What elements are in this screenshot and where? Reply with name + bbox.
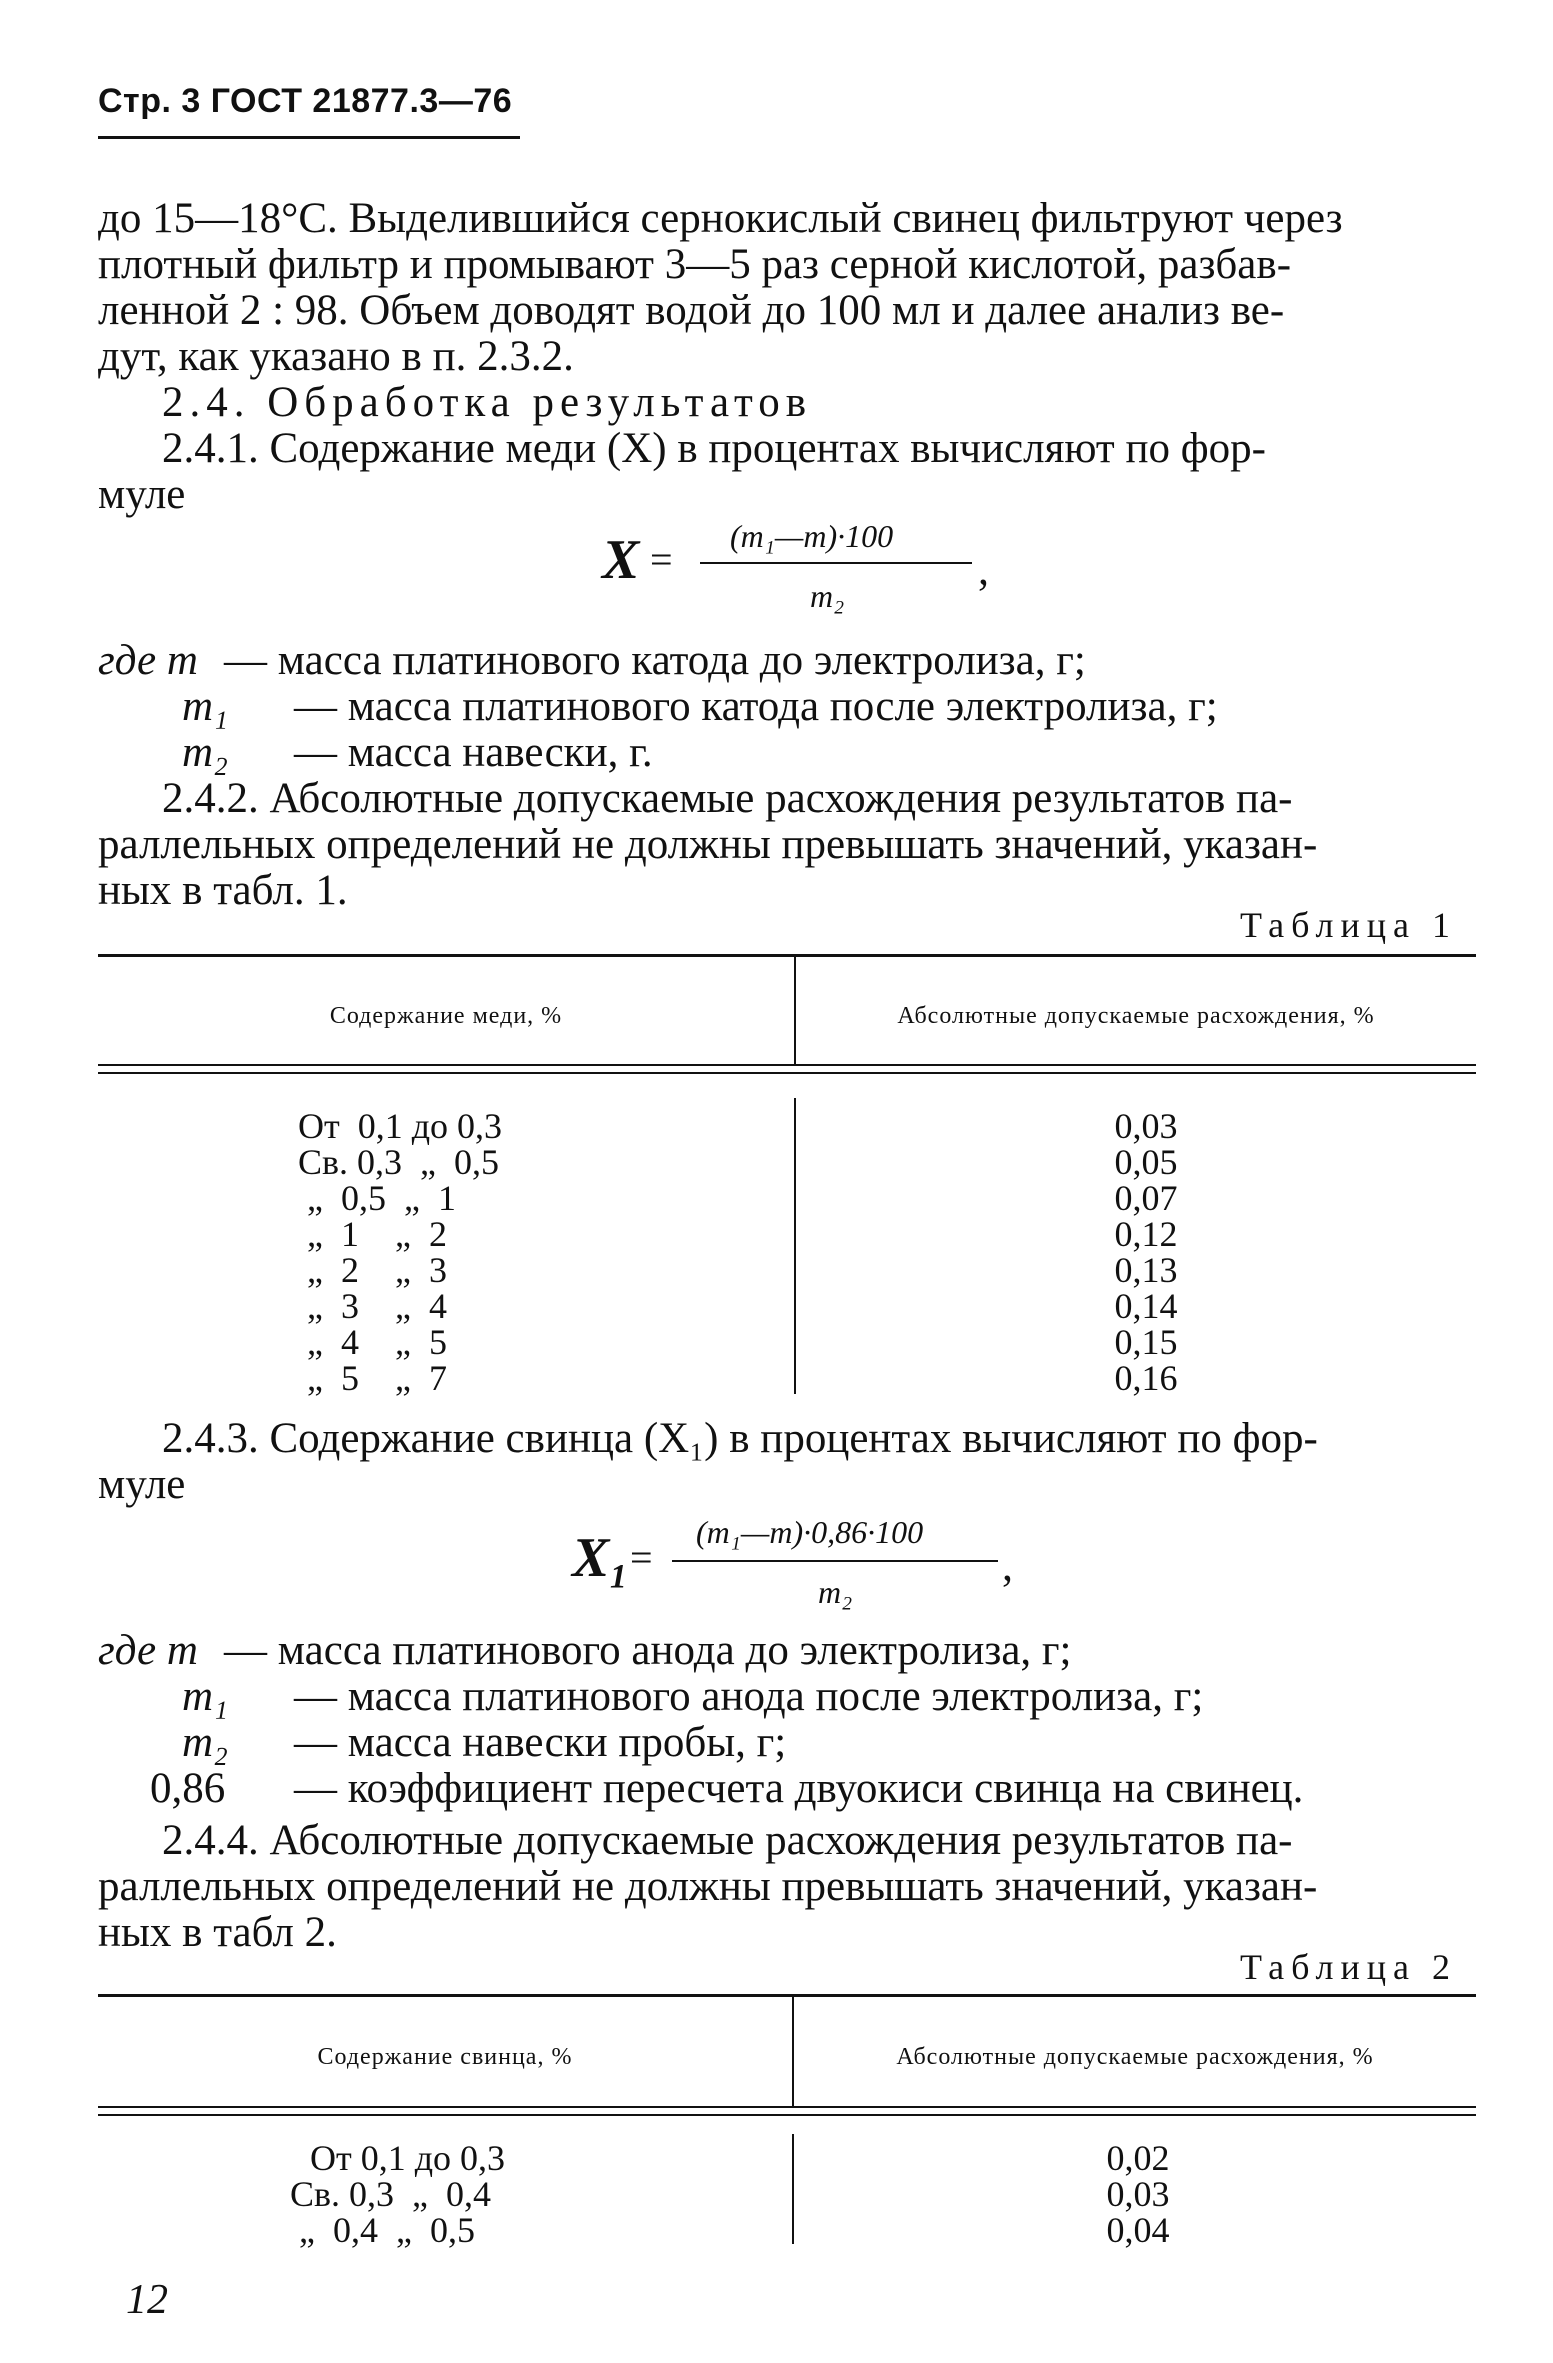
page-number: 12 <box>126 2277 168 2323</box>
table-header-rule <box>98 2106 1476 2108</box>
table-header-deviation: Абсолютные допускаемые расхождения, % <box>896 2044 1374 2070</box>
body-line: 2.4.3. Содержание свинца (X₁) в процентах вычисляют по фор- <box>162 1415 1318 1462</box>
formula-numerator: (m₁—m)·0,86·100 <box>696 1514 924 1550</box>
page-header: Стр. 3 ГОСТ 21877.3—76 <box>98 82 513 120</box>
body-line: дут, как указано в п. 2.3.2. <box>98 333 574 380</box>
section-heading: 2.4. Обработка результатов <box>162 379 812 426</box>
fraction-bar <box>672 1560 998 1562</box>
body-line: 2.4.1. Содержание меди (X) в процентах вычисляют по фор- <box>162 425 1266 472</box>
formula-equals: = <box>650 537 673 582</box>
where-item: 0,86 — коэффициент пересчета двуокиси свинца на свинец. <box>150 1765 1304 1812</box>
formula-lhs: X₁ <box>572 1527 629 1589</box>
body-line: плотный фильтр и промывают 3—5 раз серной кислотой, разбав- <box>98 241 1292 288</box>
table-header-content: Содержание меди, % <box>329 1003 563 1029</box>
table-top-rule <box>98 954 1476 957</box>
body-line: ных в табл. 1. <box>98 867 348 914</box>
where-item: m₁ — масса платинового катода после электролиза, г; <box>182 683 1218 730</box>
formula-lhs: X <box>602 529 640 591</box>
where-item: где m — масса платинового катода до электролиза, г; <box>98 637 1086 684</box>
where-item: m₂ — масса навески, г. <box>182 729 653 776</box>
body-line: до 15—18°С. Выделившийся сернокислый свинец фильтруют через <box>98 195 1343 242</box>
formula-comma: , <box>1002 1541 1013 1590</box>
body-line: ленной 2 : 98. Объем доводят водой до 100 мл и далее анализ ве- <box>98 287 1285 334</box>
body-line: муле <box>98 1461 186 1508</box>
where-item: m₁ — масса платинового анода после электролиза, г; <box>182 1673 1204 1720</box>
body-line: раллельных определений не должны превышать значений, указан- <box>98 1863 1318 1910</box>
body-line: 2.4.2. Абсолютные допускаемые расхождения результатов па- <box>162 775 1293 822</box>
formula-numerator: (m₁—m)·100 <box>730 518 894 554</box>
table-divider <box>792 2134 794 2244</box>
formula-comma: , <box>978 545 989 594</box>
formula-denominator: m₂ <box>818 1574 853 1610</box>
formula-equals: = <box>630 1535 653 1580</box>
formula-denominator: m₂ <box>810 578 845 614</box>
table-header-rule <box>98 1064 1476 1066</box>
table-divider <box>794 1098 796 1394</box>
table-header-rule <box>98 1072 1476 1074</box>
table-caption: Таблица 1 <box>1240 905 1457 945</box>
body-line: 2.4.4. Абсолютные допускаемые расхождения результатов па- <box>162 1817 1293 1864</box>
body-line: муле <box>98 471 186 518</box>
header-rule <box>98 136 520 139</box>
table-top-rule <box>98 1994 1476 1997</box>
where-item: где m — масса платинового анода до электролиза, г; <box>98 1627 1072 1674</box>
table-header-rule <box>98 2114 1476 2116</box>
body-line: ных в табл 2. <box>98 1909 337 1956</box>
table-header-deviation: Абсолютные допускаемые расхождения, % <box>897 1003 1375 1029</box>
fraction-bar <box>700 562 972 564</box>
where-item: m₂ — масса навески пробы, г; <box>182 1719 787 1766</box>
body-line: раллельных определений не должны превышать значений, указан- <box>98 821 1318 868</box>
table-caption: Таблица 2 <box>1240 1947 1457 1987</box>
table-header-content: Содержание свинца, % <box>317 2044 573 2070</box>
